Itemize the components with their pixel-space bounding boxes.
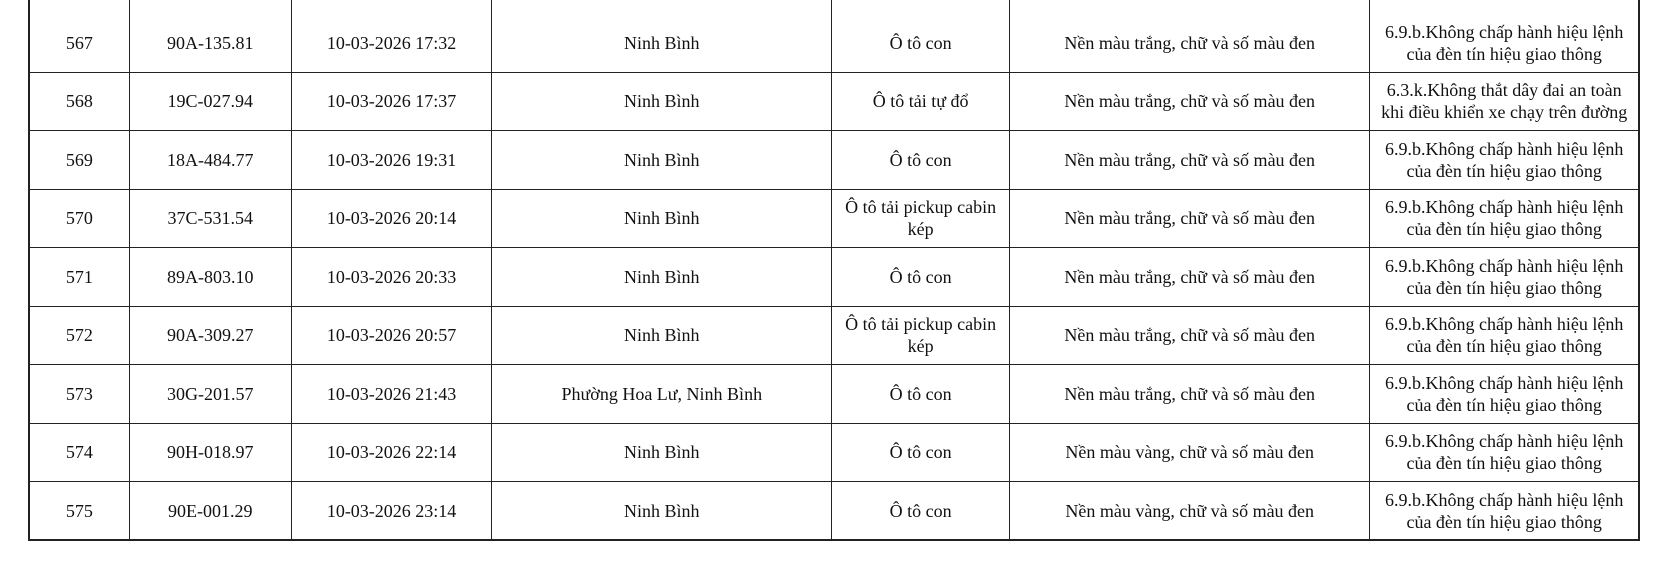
row-number-cell: 570 [29, 189, 129, 248]
violation-description-cell: 6.9.b.Không chấp hành hiệu lệnh của đèn tín hiệu giao thông [1370, 306, 1639, 365]
row-number-cell: 575 [29, 482, 129, 541]
plate-color-cell: Nền màu trắng, chữ và số màu đen [1010, 189, 1370, 248]
row-number-cell: 573 [29, 365, 129, 424]
location-cell: Phường Hoa Lư, Ninh Bình [492, 365, 832, 424]
license-plate-cell: 18A-484.77 [129, 131, 291, 190]
location-cell: Ninh Bình [492, 423, 832, 482]
table-row [29, 306, 1639, 365]
license-plate-cell: 90E-001.29 [129, 482, 291, 541]
violation-description-cell: 6.9.b.Không chấp hành hiệu lệnh của đèn tín hiệu giao thông [1370, 482, 1639, 541]
vehicle-type-cell: Ô tô tải tự đổ [832, 72, 1010, 131]
license-plate-cell: 30G-201.57 [129, 365, 291, 424]
license-plate-cell: 90H-018.97 [129, 423, 291, 482]
violation-description-cell: 6.9.b.Không chấp hành hiệu lệnh của đèn tín hiệu giao thông [1370, 423, 1639, 482]
license-plate-cell: 90A-309.27 [129, 306, 291, 365]
plate-color-cell: Nền màu vàng, chữ và số màu đen [1010, 482, 1370, 541]
violation-time-cell: 10-03-2026 17:37 [291, 72, 492, 131]
violation-time-cell: 10-03-2026 20:57 [291, 306, 492, 365]
vehicle-type-cell: Ô tô con [832, 0, 1010, 72]
license-plate-cell: 90A-135.81 [129, 0, 291, 72]
location-cell: Ninh Bình [492, 131, 832, 190]
license-plate-cell: 37C-531.54 [129, 189, 291, 248]
vehicle-type-cell: Ô tô con [832, 482, 1010, 541]
violation-description-cell: 6.9.b.Không chấp hành hiệu lệnh của đèn tín hiệu giao thông [1370, 189, 1639, 248]
license-plate-cell: 19C-027.94 [129, 72, 291, 131]
table-row [29, 423, 1639, 482]
violation-time-cell: 10-03-2026 20:33 [291, 248, 492, 307]
plate-color-cell: Nền màu trắng, chữ và số màu đen [1010, 72, 1370, 131]
violation-time-cell: 10-03-2026 19:31 [291, 131, 492, 190]
table-row [29, 189, 1639, 248]
row-number-cell: 567 [29, 0, 129, 72]
plate-color-cell: Nền màu trắng, chữ và số màu đen [1010, 131, 1370, 190]
table-row [29, 248, 1639, 307]
vehicle-type-cell: Ô tô con [832, 423, 1010, 482]
violation-description-cell: 6.9.b.Không chấp hành hiệu lệnh của đèn tín hiệu giao thông [1370, 248, 1639, 307]
table-body [29, 0, 1639, 540]
license-plate-cell: 89A-803.10 [129, 248, 291, 307]
row-number-cell: 572 [29, 306, 129, 365]
violation-time-cell: 10-03-2026 21:43 [291, 365, 492, 424]
location-cell: Ninh Bình [492, 72, 832, 131]
violation-time-cell: 10-03-2026 22:14 [291, 423, 492, 482]
violation-description-cell: 6.9.b.Không chấp hành hiệu lệnh của đèn tín hiệu giao thông [1370, 365, 1639, 424]
table-row [29, 72, 1639, 131]
vehicle-type-cell: Ô tô con [832, 365, 1010, 424]
violation-description-cell: 6.3.k.Không thắt dây đai an toàn khi điều khiển xe chạy trên đường [1370, 72, 1639, 131]
vehicle-type-cell: Ô tô con [832, 131, 1010, 190]
vehicle-type-cell: Ô tô tải pickup cabin kép [832, 189, 1010, 248]
violation-time-cell: 10-03-2026 20:14 [291, 189, 492, 248]
plate-color-cell: Nền màu trắng, chữ và số màu đen [1010, 365, 1370, 424]
row-number-cell: 569 [29, 131, 129, 190]
plate-color-cell: Nền màu trắng, chữ và số màu đen [1010, 248, 1370, 307]
violation-time-cell: 10-03-2026 23:14 [291, 482, 492, 541]
row-number-cell: 574 [29, 423, 129, 482]
table-row [29, 131, 1639, 190]
violation-description-cell: 6.9.b.Không chấp hành hiệu lệnh của đèn tín hiệu giao thông [1370, 131, 1639, 190]
location-cell: Ninh Bình [492, 482, 832, 541]
row-number-cell: 571 [29, 248, 129, 307]
location-cell: Ninh Bình [492, 248, 832, 307]
location-cell: Ninh Bình [492, 306, 832, 365]
vehicle-type-cell: Ô tô con [832, 248, 1010, 307]
violations-table-container [28, 0, 1640, 541]
plate-color-cell: Nền màu vàng, chữ và số màu đen [1010, 423, 1370, 482]
plate-color-cell: Nền màu trắng, chữ và số màu đen [1010, 306, 1370, 365]
table-row [29, 0, 1639, 72]
vehicle-type-cell: Ô tô tải pickup cabin kép [832, 306, 1010, 365]
violations-table [28, 0, 1640, 541]
table-row [29, 482, 1639, 541]
location-cell: Ninh Bình [492, 189, 832, 248]
row-number-cell: 568 [29, 72, 129, 131]
violation-description-cell: 6.9.b.Không chấp hành hiệu lệnh của đèn tín hiệu giao thông [1370, 0, 1639, 72]
location-cell: Ninh Bình [492, 0, 832, 72]
violation-time-cell: 10-03-2026 17:32 [291, 0, 492, 72]
plate-color-cell: Nền màu trắng, chữ và số màu đen [1010, 0, 1370, 72]
table-row [29, 365, 1639, 424]
